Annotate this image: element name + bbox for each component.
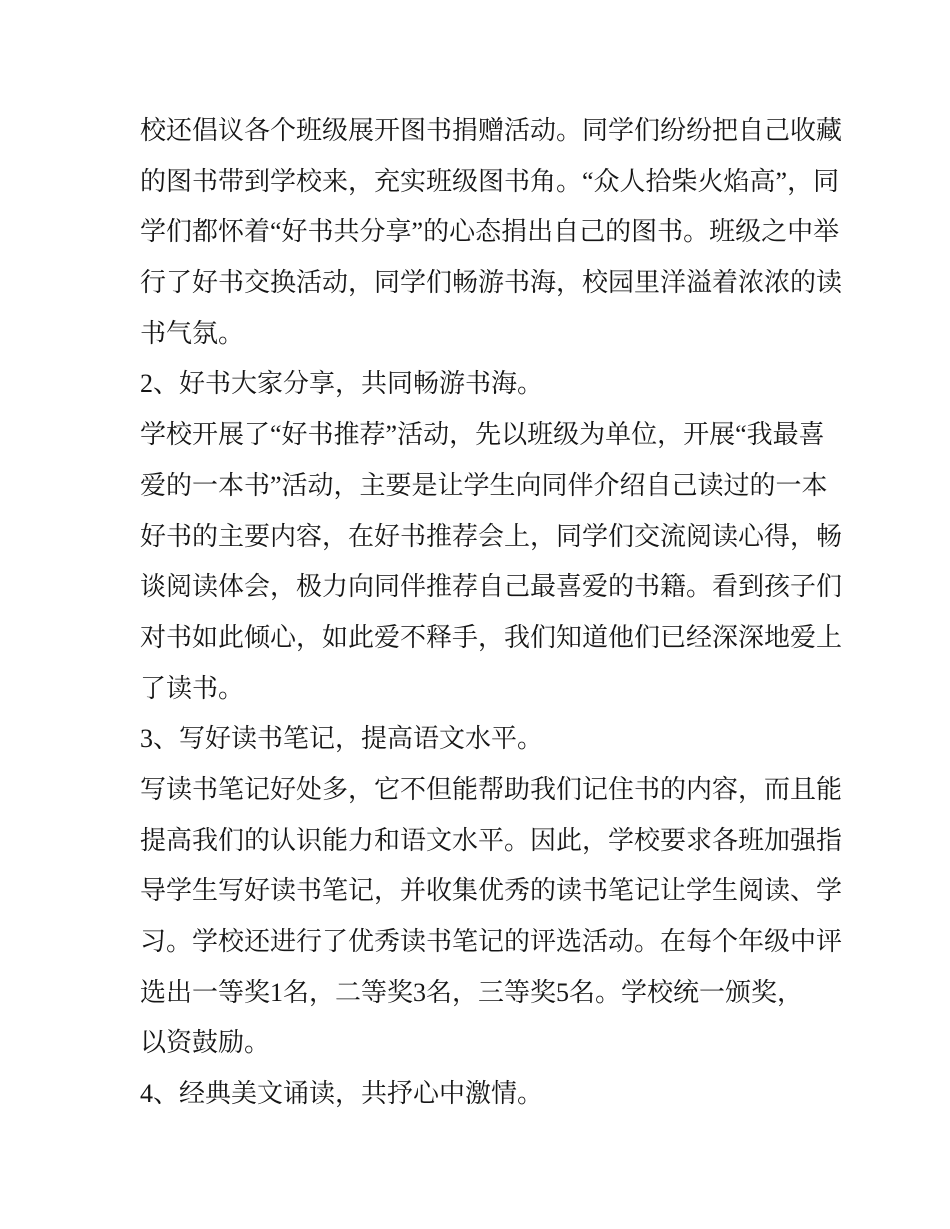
heading-item-2: 2、好书大家分享，共同畅游书海。 (140, 369, 544, 399)
paragraph-2-line: 好书的主要内容，在好书推荐会上，同学们交流阅读心得，畅 (140, 521, 843, 551)
paragraph-1-line: 书气氛。 (140, 318, 245, 348)
paragraph-3-line: 导学生写好读书笔记，并收集优秀的读书笔记让学生阅读、学 (140, 876, 843, 906)
paragraph-3-line: 提高我们的认识能力和语文水平。因此，学校要求各班加强指 (140, 825, 843, 855)
paragraph-2-line: 学校开展了“好书推荐”活动，先以班级为单位，开展“我最喜 (140, 420, 825, 450)
heading-item-3: 3、写好读书笔记，提高语文水平。 (140, 724, 544, 754)
document-text-block (140, 106, 843, 1120)
paragraph-1-line: 校还倡议各个班级展开图书捐赠活动。同学们纷纷把自己收藏 (140, 116, 843, 145)
paragraph-2-line: 爱的一本书”活动，主要是让学生向同伴介绍自己读过的一本 (140, 470, 828, 500)
paragraph-3-line: 习。学校还进行了优秀读书笔记的评选活动。在每个年级中评 (140, 927, 843, 956)
heading-item-4: 4、经典美文诵读，共抒心中激情。 (140, 1079, 544, 1109)
paragraph-3-line: 写读书笔记好处多，它不但能帮助我们记住书的内容，而且能 (140, 774, 843, 804)
paragraph-3-line: 以资鼓励。 (140, 1028, 271, 1058)
paragraph-1-line: 学们都怀着“好书共分享”的心态捐出自己的图书。班级之中举 (140, 217, 840, 247)
paragraph-1-line: 的图书带到学校来，充实班级图书角。“众人拾柴火焰高”，同 (140, 166, 840, 196)
paragraph-2-line: 了读书。 (140, 673, 245, 703)
paragraph-1-line: 行了好书交换活动，同学们畅游书海，校园里洋溢着浓浓的读 (140, 268, 843, 298)
paragraph-2-line: 对书如此倾心，如此爱不释手，我们知道他们已经深深地爱上 (140, 622, 843, 652)
paragraph-3-line: 选出一等奖1名，二等奖3名，三等奖5名。学校统一颁奖， (140, 977, 804, 1007)
paragraph-2-line: 谈阅读体会，极力向同伴推荐自己最喜爱的书籍。看到孩子们 (140, 572, 843, 602)
